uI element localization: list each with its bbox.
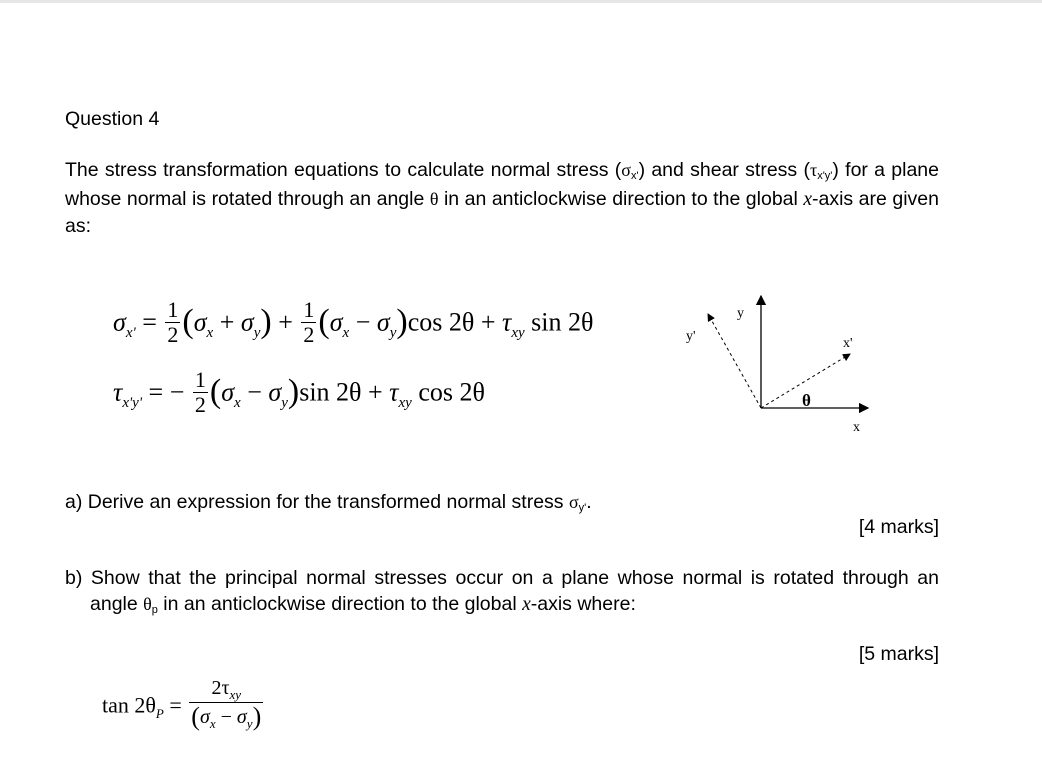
part-a-text: a) Derive an expression for the transformed normal stress σy'. — [65, 491, 592, 514]
equation-tan-2-theta-p: $\tan 2\theta_P$ = $\frac{2\tau_{xy}}{(\sigma_x - \sigma_y)}$ — [102, 677, 262, 731]
label-y: y — [737, 306, 744, 321]
intro-paragraph: The stress transformation equations to calculate normal stress (σx') and shear stress (τx'y') for a plane whose normal is rotated through an angle θ in an anticlockwise direction to the global x-axis are given as: — [65, 159, 939, 237]
y-prime-axis-line — [708, 314, 761, 408]
label-theta: θ — [802, 391, 811, 410]
part-a-marks: [4 marks] — [858, 516, 939, 538]
label-x: x — [853, 420, 860, 435]
top-border — [0, 0, 1042, 3]
label-x-prime: x' — [843, 336, 853, 351]
question-title: Question 4 — [65, 108, 160, 130]
part-b-text: b) Show that the principal normal stresses occur on a plane whose normal is rotated through an angle θp in an anticlockwise direction to the global x-axis where: — [65, 567, 939, 616]
equation-tau-x-y-prime: $\tau_{x'y'}$ = − $\frac{1}{2}$ $(\sigma_x - \sigma_y)\sin$ $2\theta + \tau_{xy}$ cos 2θ — [113, 367, 485, 417]
axes-diagram — [680, 288, 880, 438]
label-y-prime: y' — [686, 329, 696, 344]
equation-sigma-x-prime: $\sigma_{x'}$ = $\frac{1}{2}$ $(\sigma_x + \sigma_y)$ + $\frac{1}{2}$ $(\sigma_x - \sigma_y)\cos$ $2\theta + \tau_{xy}$ sin 2θ — [113, 297, 594, 347]
part-b-marks: [5 marks] — [858, 643, 939, 665]
